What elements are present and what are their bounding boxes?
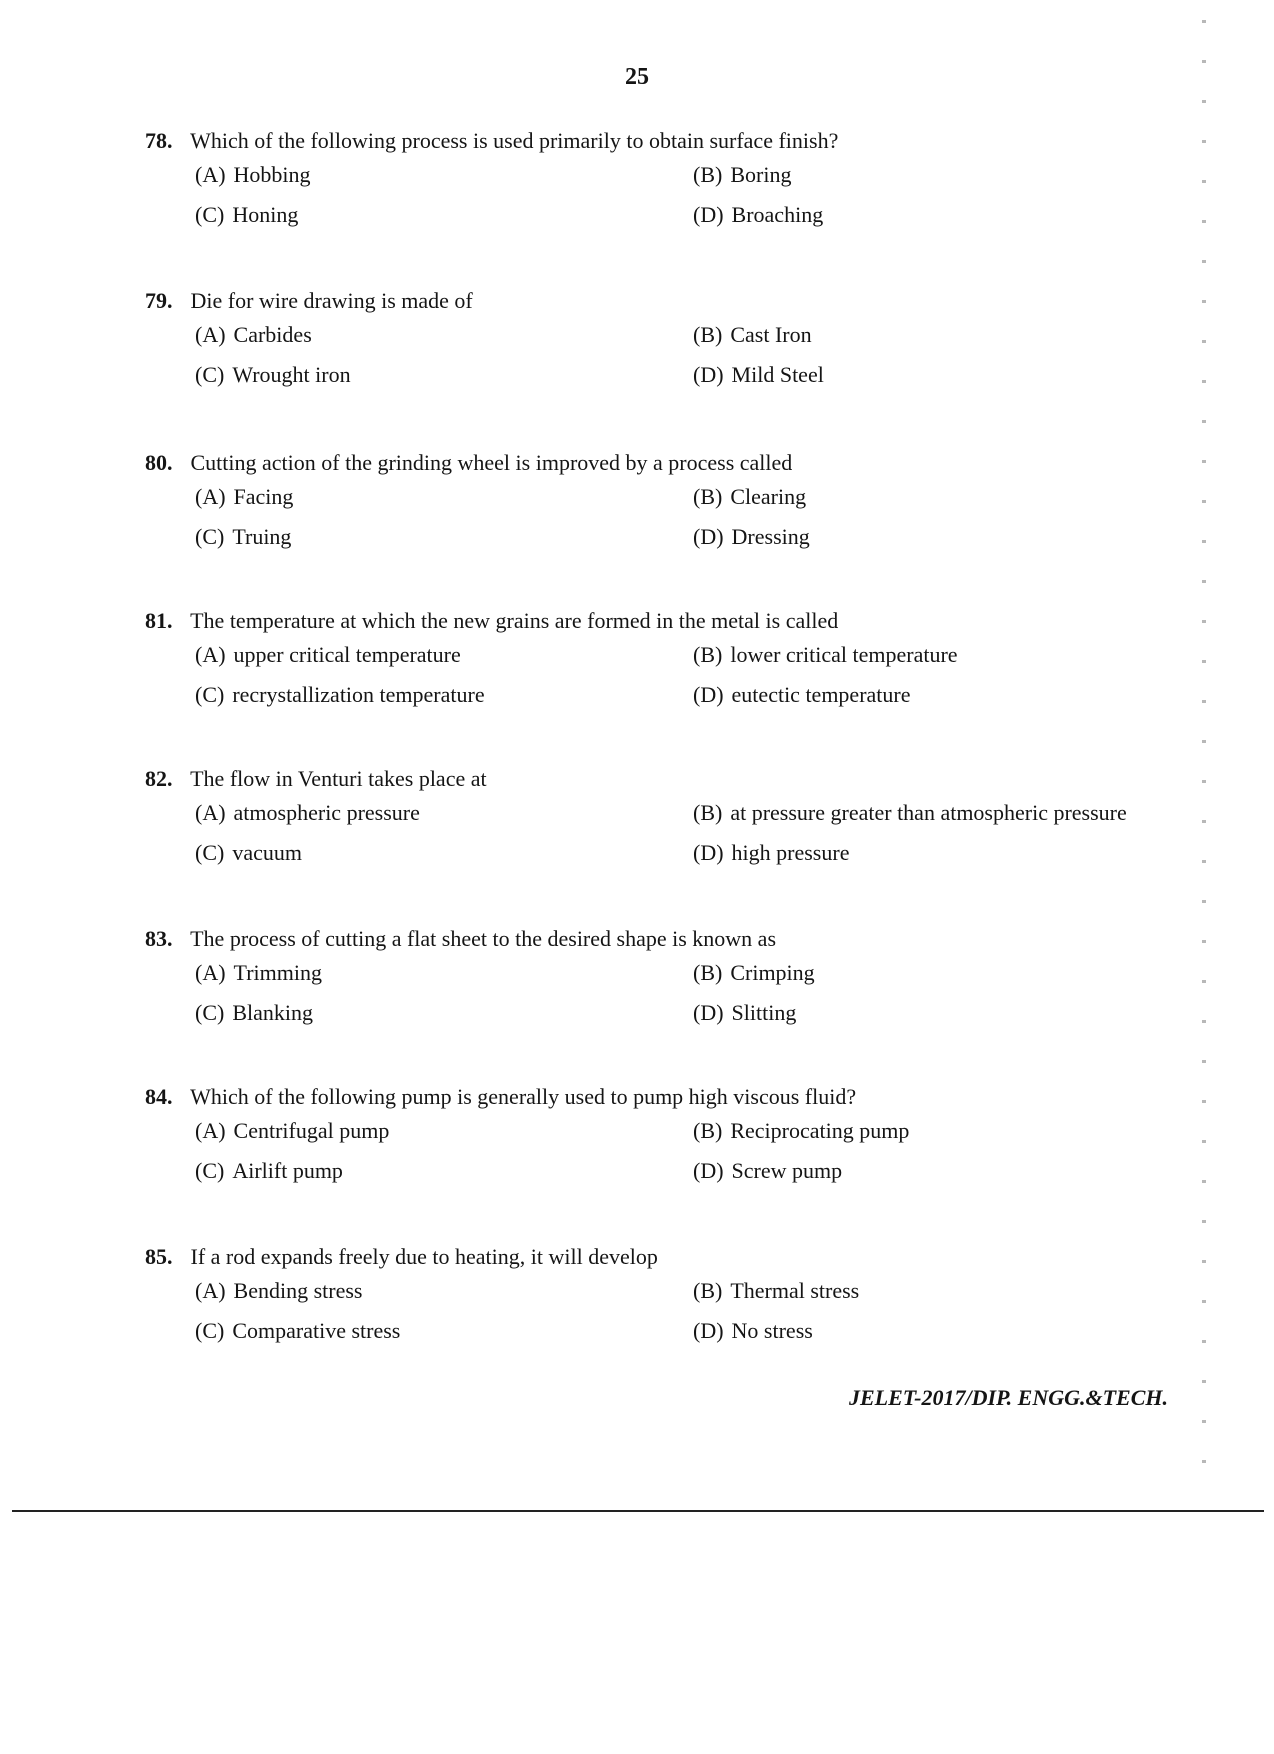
option-d [693, 1158, 842, 1184]
question-number: 84. [145, 1084, 173, 1109]
question-82 [145, 764, 1165, 874]
options-row [145, 1152, 1165, 1192]
question-stem [145, 286, 1165, 316]
option-a [195, 960, 322, 986]
question-number: 83. [145, 926, 173, 951]
question-stem [145, 1242, 1165, 1272]
option-letter: (A) [195, 960, 226, 985]
question-78 [145, 126, 1165, 236]
option-text: vacuum [232, 840, 302, 865]
option-letter: (B) [693, 484, 723, 509]
option-text: Facing [233, 484, 294, 509]
option-text: Dressing [731, 524, 810, 549]
question-number: 78. [145, 128, 173, 153]
option-text: Carbides [233, 322, 312, 347]
option-text: Honing [232, 202, 299, 227]
option-text: eutectic temperature [731, 682, 911, 707]
option-letter: (D) [693, 202, 724, 227]
options-row [145, 1272, 1165, 1312]
question-84 [145, 1082, 1165, 1192]
option-text: Cast Iron [730, 322, 812, 347]
options-row [145, 954, 1165, 994]
option-letter: (A) [195, 162, 226, 187]
option-b [693, 1278, 859, 1304]
question-number: 79. [145, 288, 173, 313]
option-text: Centrifugal pump [233, 1118, 390, 1143]
option-d [693, 362, 824, 388]
question-number: 80. [145, 450, 173, 475]
option-text: Blanking [232, 1000, 313, 1025]
option-letter: (B) [693, 162, 723, 187]
option-letter: (C) [195, 524, 225, 549]
option-d [693, 682, 911, 708]
option-letter: (B) [693, 322, 723, 347]
option-text: high pressure [731, 840, 850, 865]
option-text: atmospheric pressure [233, 800, 420, 825]
option-c [195, 682, 485, 708]
option-text: No stress [731, 1318, 813, 1343]
option-text: recrystallization temperature [232, 682, 485, 707]
option-letter: (D) [693, 362, 724, 387]
options-row [145, 518, 1165, 558]
question-81 [145, 606, 1165, 716]
option-letter: (C) [195, 1318, 225, 1343]
page-number: 25 [625, 64, 649, 90]
question-83 [145, 924, 1165, 1034]
options-row [145, 994, 1165, 1034]
option-a [195, 322, 312, 348]
option-text: Trimming [233, 960, 322, 985]
option-text: Boring [730, 162, 792, 187]
question-text: The process of cutting a flat sheet to the desired shape is known as [190, 926, 776, 951]
question-number: 85. [145, 1244, 173, 1269]
option-text: Truing [232, 524, 292, 549]
option-text: Hobbing [233, 162, 311, 187]
option-text: Crimping [730, 960, 815, 985]
option-letter: (B) [693, 960, 723, 985]
question-stem [145, 924, 1165, 954]
option-d [693, 524, 810, 550]
question-80 [145, 448, 1165, 558]
options-row [145, 794, 1165, 834]
option-text: Airlift pump [232, 1158, 343, 1183]
option-text: Clearing [730, 484, 807, 509]
option-letter: (D) [693, 524, 724, 549]
question-text: The temperature at which the new grains are formed in the metal is called [190, 608, 839, 633]
option-letter: (B) [693, 1118, 723, 1143]
option-text: Reciprocating pump [730, 1118, 910, 1143]
option-letter: (A) [195, 1118, 226, 1143]
option-a [195, 642, 461, 668]
option-letter: (A) [195, 484, 226, 509]
options-row [145, 478, 1165, 518]
option-letter: (C) [195, 1158, 225, 1183]
option-a [195, 1278, 363, 1304]
option-b [693, 322, 812, 348]
option-text: Screw pump [731, 1158, 843, 1183]
option-c [195, 840, 302, 866]
option-c [195, 1318, 400, 1344]
option-a [195, 800, 420, 826]
option-b [693, 1118, 909, 1144]
question-stem [145, 448, 1165, 478]
option-text: Comparative stress [232, 1318, 401, 1343]
option-a [195, 1118, 389, 1144]
options-row [145, 636, 1165, 676]
question-stem [145, 606, 1165, 636]
options-row [145, 316, 1165, 356]
option-letter: (D) [693, 1000, 724, 1025]
option-letter: (C) [195, 1000, 225, 1025]
option-letter: (A) [195, 322, 226, 347]
option-letter: (A) [195, 1278, 226, 1303]
exam-code-footer: JELET-2017/DIP. ENGG.&TECH. [848, 1385, 1168, 1410]
option-d [693, 1318, 813, 1344]
option-d [693, 1000, 796, 1026]
option-a [195, 484, 293, 510]
option-text: Broaching [731, 202, 824, 227]
option-c [195, 1158, 343, 1184]
option-text: at pressure greater than atmospheric pressure [730, 800, 1127, 825]
option-b [693, 642, 958, 668]
option-c [195, 1000, 313, 1026]
option-c [195, 362, 351, 388]
options-row [145, 834, 1165, 874]
option-letter: (D) [693, 682, 724, 707]
option-letter: (B) [693, 642, 723, 667]
question-stem [145, 1082, 1165, 1112]
option-text: Thermal stress [730, 1278, 860, 1303]
question-stem [145, 126, 1165, 156]
option-text: Slitting [731, 1000, 797, 1025]
question-text: Die for wire drawing is made of [190, 288, 473, 313]
question-79 [145, 286, 1165, 396]
option-letter: (A) [195, 642, 226, 667]
options-row [145, 1112, 1165, 1152]
question-text: Which of the following pump is generally used to pump high viscous fluid? [190, 1084, 857, 1109]
question-text: Cutting action of the grinding wheel is improved by a process called [190, 450, 793, 475]
question-stem [145, 764, 1165, 794]
question-85 [145, 1242, 1165, 1352]
question-text: Which of the following process is used primarily to obtain surface finish? [190, 128, 839, 153]
options-row [145, 676, 1165, 716]
options-row [145, 356, 1165, 396]
options-row [145, 1312, 1165, 1352]
scan-margin-marks [1202, 20, 1206, 1500]
option-c [195, 202, 298, 228]
option-c [195, 524, 291, 550]
option-letter: (C) [195, 362, 225, 387]
option-b [693, 800, 1127, 826]
question-text: The flow in Venturi takes place at [190, 766, 487, 791]
option-letter: (C) [195, 840, 225, 865]
option-letter: (C) [195, 682, 225, 707]
option-letter: (B) [693, 800, 723, 825]
option-letter: (D) [693, 1318, 724, 1343]
option-text: Mild Steel [731, 362, 824, 387]
option-b [693, 162, 791, 188]
options-row [145, 196, 1165, 236]
question-number: 81. [145, 608, 173, 633]
option-a [195, 162, 311, 188]
bottom-divider [12, 1510, 1264, 1512]
question-number: 82. [145, 766, 173, 791]
option-letter: (C) [195, 202, 225, 227]
option-text: Wrought iron [232, 362, 351, 387]
option-text: Bending stress [233, 1278, 363, 1303]
option-b [693, 960, 815, 986]
option-letter: (B) [693, 1278, 723, 1303]
option-d [693, 202, 823, 228]
option-b [693, 484, 806, 510]
option-text: upper critical temperature [233, 642, 461, 667]
option-d [693, 840, 849, 866]
option-letter: (D) [693, 1158, 724, 1183]
question-text: If a rod expands freely due to heating, it will develop [190, 1244, 658, 1269]
option-letter: (D) [693, 840, 724, 865]
option-letter: (A) [195, 800, 226, 825]
options-row [145, 156, 1165, 196]
option-text: lower critical temperature [730, 642, 958, 667]
